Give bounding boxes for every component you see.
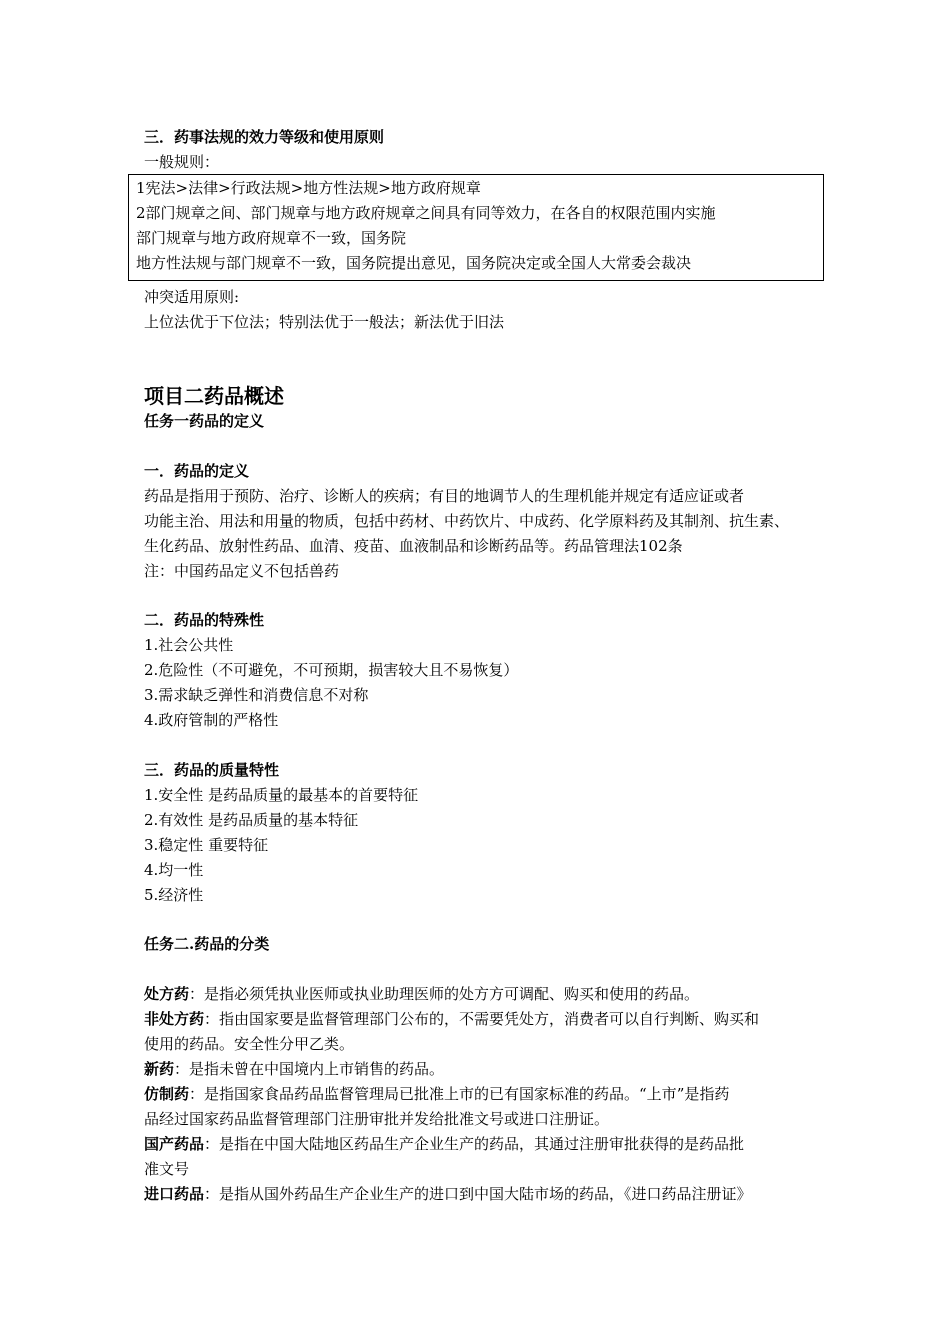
class-generic: [144, 1084, 729, 1104]
class-term: 仿制药: [144, 1085, 190, 1103]
definition-line: 功能主治、用法和用量的物质，包括中药材、中药饮片、中成药、化学原料药及其制剂、抗生素、: [144, 512, 790, 530]
class-imported: [144, 1184, 752, 1204]
class-domestic: [144, 1134, 744, 1154]
section-heading-effect-levels: 三．药事法规的效力等级和使用原则: [144, 128, 385, 146]
special-item: 3.需求缺乏弹性和消费信息不对称: [144, 686, 369, 704]
class-term: 非处方药: [144, 1010, 205, 1028]
definition-line: 药品是指用于预防、治疗、诊断人的疾病；有目的地调节人的生理机能并规定有适应证或者: [144, 487, 745, 505]
general-rules-label: 一般规则：: [144, 153, 220, 171]
rule-line: 2部门规章之间、部门规章与地方政府规章之间具有同等效力，在各自的权限范围内实施: [136, 204, 716, 222]
class-desc: ：指由国家要是监督管理部门公布的，不需要凭处方，消费者可以自行判断、购买和: [204, 1010, 760, 1028]
class-new-drug: [144, 1059, 444, 1079]
class-otc: [144, 1009, 759, 1029]
rule-line: 地方性法规与部门规章不一致，国务院提出意见，国务院决定或全国人大常委会裁决: [136, 254, 692, 272]
rule-line: 部门规章与地方政府规章不一致，国务院: [136, 229, 407, 247]
class-otc-cont: 使用的药品。安全性分甲乙类。: [144, 1035, 355, 1053]
special-item: 1.社会公共性: [144, 636, 234, 654]
conflict-rules-label: 冲突适用原则:: [144, 288, 240, 306]
quality-item: 2.有效性 是药品质量的基本特征: [144, 811, 359, 829]
definition-note: 注：中国药品定义不包括兽药: [144, 562, 340, 580]
special-item: 4.政府管制的严格性: [144, 711, 279, 729]
class-desc: ：是指从国外药品生产企业生产的进口到中国大陆市场的药品，《进口药品注册证》: [204, 1185, 752, 1203]
project-title: 项目二药品概述: [144, 384, 284, 408]
class-desc: ：是指国家食品药品监督管理局已批准上市的已有国家标准的药品。“上市”是指药: [189, 1085, 730, 1103]
conflict-rules-text: 上位法优于下位法；特别法优于一般法；新法优于旧法: [144, 313, 505, 331]
definition-heading: 一．药品的定义: [144, 462, 250, 480]
quality-heading: 三．药品的质量特性: [144, 761, 280, 779]
quality-item: 1.安全性 是药品质量的最基本的首要特征: [144, 786, 419, 804]
class-term: 进口药品: [144, 1185, 205, 1203]
class-domestic-cont: 准文号: [144, 1160, 190, 1178]
class-desc: ：是指必须凭执业医师或执业助理医师的处方方可调配、购买和使用的药品。: [189, 985, 700, 1003]
class-prescription: [144, 984, 699, 1004]
special-item: 2.危险性（不可避免，不可预期，损害较大且不易恢复）: [144, 661, 519, 679]
rules-box: [128, 174, 824, 281]
quality-item: 4.均一性: [144, 861, 204, 879]
task2-heading: 任务二.药品的分类: [144, 935, 270, 953]
quality-item: 3.稳定性 重要特征: [144, 836, 269, 854]
class-term: 国产药品: [144, 1135, 205, 1153]
class-generic-cont: 品经过国家药品监督管理部门注册审批并发给批准文号或进口注册证。: [144, 1110, 610, 1128]
rule-line: 1宪法>法律>行政法规>地方性法规>地方政府规章: [136, 179, 481, 197]
class-term: 处方药: [144, 985, 190, 1003]
definition-line: 生化药品、放射性药品、血清、疫苗、血液制品和诊断药品等。药品管理法102条: [144, 537, 683, 555]
quality-item: 5.经济性: [144, 886, 204, 904]
class-desc: ：是指未曾在中国境内上市销售的药品。: [174, 1060, 445, 1078]
class-desc: ：是指在中国大陆地区药品生产企业生产的药品，其通过注册审批获得的是药品批: [204, 1135, 745, 1153]
class-term: 新药: [144, 1060, 175, 1078]
special-heading: 二．药品的特殊性: [144, 611, 265, 629]
task1-heading: 任务一药品的定义: [144, 412, 265, 430]
